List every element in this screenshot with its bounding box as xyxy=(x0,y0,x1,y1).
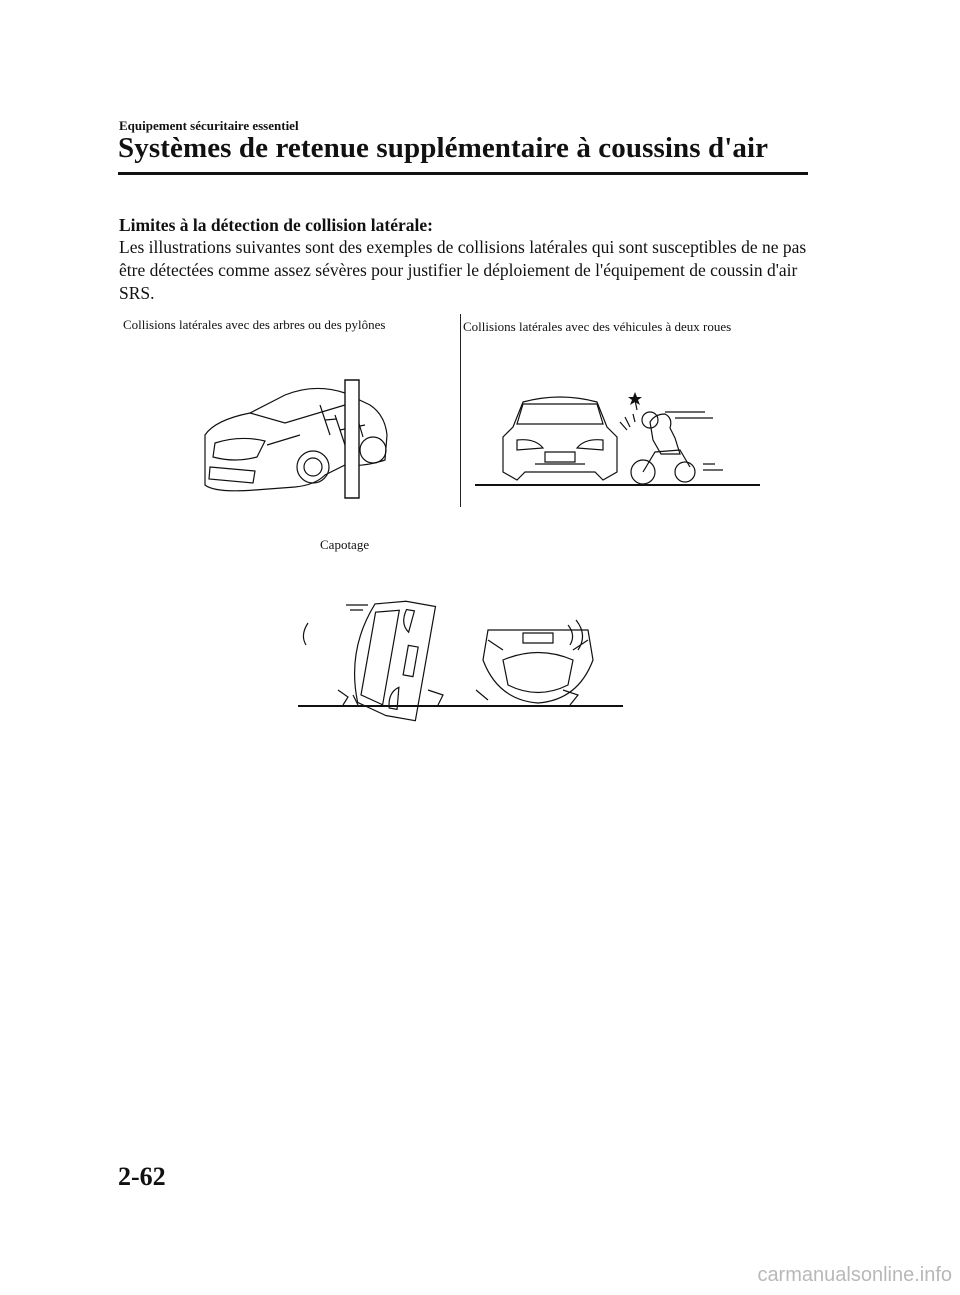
caption-pole-collision: Collisions latérales avec des arbres ou des pylônes xyxy=(123,317,386,332)
section-label: Equipement sécuritaire essentiel xyxy=(119,118,299,133)
figure-divider xyxy=(460,314,461,507)
caption-rollover: Capotage xyxy=(320,537,370,552)
title-rule xyxy=(118,172,808,175)
body-paragraph: Les illustrations suivantes sont des exemples de collisions latérales qui sont susceptibles de ne pas être détectées comme assez sévères pour justifier le déploiement de l'équipement de coussin d'air SRS. xyxy=(119,237,807,303)
pole-collision-illustration xyxy=(195,375,395,500)
motorcycle-collision-illustration xyxy=(475,392,760,488)
watermark: carmanualsonline.info xyxy=(757,1264,952,1286)
page-title: Systèmes de retenue supplémentaire à coussins d'air xyxy=(118,132,769,164)
rollover-illustration xyxy=(298,605,623,710)
page-number: 2-62 xyxy=(118,1162,166,1191)
caption-motorcycle-collision: Collisions latérales avec des véhicules à deux roues xyxy=(463,319,732,334)
subheading: Limites à la détection de collision latérale: xyxy=(119,215,433,235)
